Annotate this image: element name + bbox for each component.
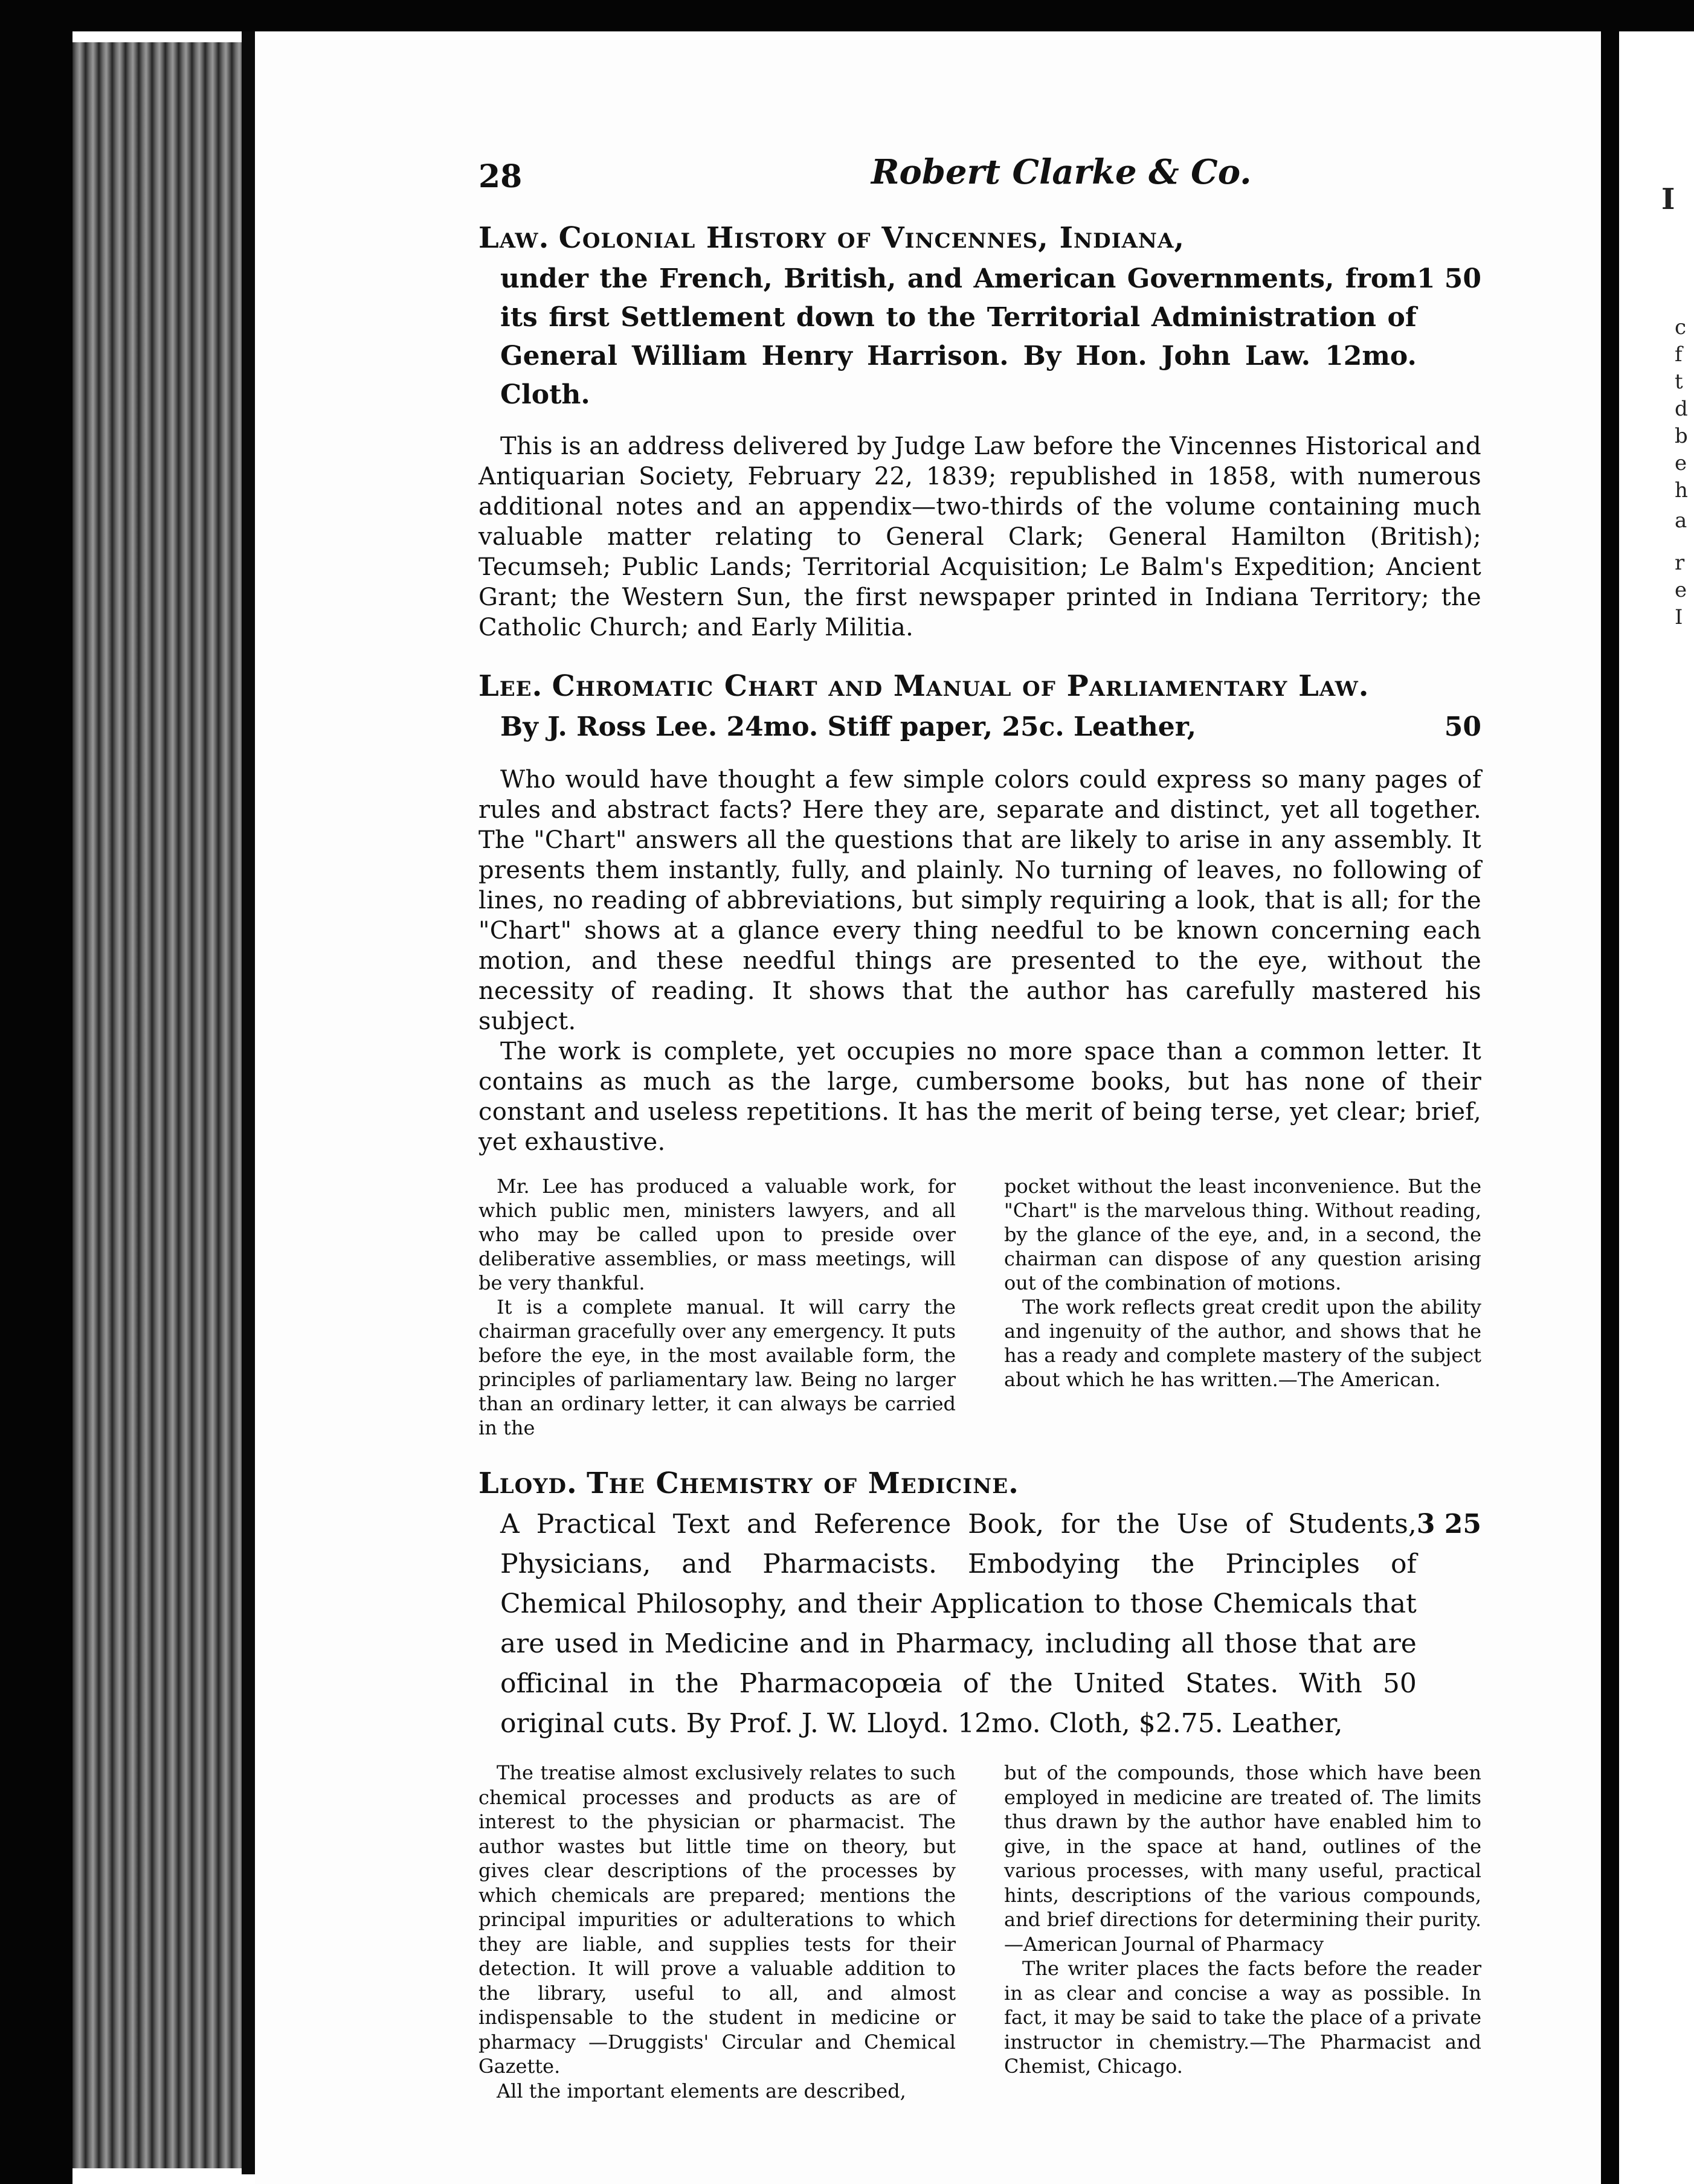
- entry-subtitle-row: [478, 707, 1481, 748]
- entry-author: Lloyd.: [478, 1466, 578, 1500]
- entry-book-title: Chromatic Chart and Manual of Parliamentary Law.: [552, 669, 1370, 703]
- page-number: 28: [478, 158, 523, 195]
- running-header: [478, 134, 1481, 194]
- entry-subtitle-row: [478, 1504, 1481, 1744]
- entry-book-title: Colonial History of Vincennes, Indiana,: [558, 221, 1185, 255]
- review-column-left: [478, 1761, 956, 2103]
- entry-subtitle: under the French, British, and American Governments, from its first Settlement down to the Territorial Administration of General William Henry Harrison. By Hon. John Law. 12mo. Cloth.: [500, 263, 1417, 410]
- review-column-left: [478, 1174, 956, 1440]
- review-columns: [478, 1174, 1481, 1440]
- facing-page-letter: h: [1675, 478, 1688, 503]
- page-stack-edges: [72, 42, 254, 2168]
- review-paragraph: pocket without the least inconvenience. But the "Chart" is the marvelous thing. Without reading, by the glance of the eye, and, in a second, the chairman can dispose of any question arising out of the combination of motions.: [1004, 1175, 1481, 1294]
- facing-page-letter: b: [1675, 424, 1688, 448]
- facing-page-letter: a: [1675, 509, 1687, 533]
- review-paragraph: The writer places the facts before the reader in as clear and concise a way as possible. In fact, it may be said to take the place of a private instructor in chemistry.—The Pharmacist and Chemist, Chicago.: [1004, 1957, 1481, 2078]
- facing-page-letter: t: [1675, 370, 1683, 394]
- description-paragraph: The work is complete, yet occupies no more space than a common letter. It contains as much as the large, cumbersome books, but has none of their constant and useless repetitions. It has the merit of being terse, yet clear; brief, yet exhaustive.: [478, 1038, 1481, 1156]
- facing-page-glyph: I: [1661, 182, 1675, 216]
- book-page: [255, 31, 1601, 2184]
- entry-author: Lee.: [478, 669, 543, 703]
- entry-subtitle-row: [478, 259, 1481, 414]
- entry-book-title: The Chemistry of Medicine.: [587, 1466, 1019, 1500]
- facing-page-letter: e: [1675, 578, 1687, 602]
- review-paragraph: Mr. Lee has produced a valuable work, for which public men, ministers lawyers, and all who may be called upon to preside over deliberative assemblies, or mass meetings, will be very thankful.: [478, 1175, 956, 1294]
- entry-title: [478, 217, 1481, 414]
- review-column-right: [1004, 1761, 1481, 2103]
- review-paragraph: The work reflects great credit upon the ability and ingenuity of the author, and shows that he has a ready and complete mastery of the subject about which he has written.—The American.: [1004, 1296, 1481, 1391]
- review-paragraph: All the important elements are described,: [497, 2079, 906, 2102]
- publisher-running-head: Robert Clarke & Co.: [871, 152, 1252, 192]
- catalog-entry-law: [478, 217, 1481, 643]
- facing-page-letter: I: [1675, 605, 1683, 629]
- facing-page-letter: f: [1675, 342, 1683, 367]
- description-paragraph: Who would have thought a few simple colors could express so many pages of rules and abstract facts? Here they are, separate and distinct, yet all together. The "Chart" answers all the questions that are likely to arise in any assembly. It presents them instantly, fully, and plainly. No turning of leaves, no following of lines, no reading of abbreviations, but simply requiring a look, that is all; for the "Chart" shows at a glance every thing needful to be known concerning each motion, and these needful things are presented to the eye, without the necessity of reading. It shows that the author has carefully mastered his subject.: [478, 766, 1481, 1035]
- entry-description: [478, 431, 1481, 643]
- facing-page-letter: e: [1675, 451, 1687, 475]
- facing-page-letter: c: [1675, 315, 1687, 339]
- scan-right-border: [1601, 0, 1619, 2184]
- entry-price: 3 25: [1416, 1509, 1481, 1540]
- entry-price: 50: [1444, 711, 1481, 742]
- review-paragraph: It is a complete manual. It will carry the chairman gracefully over any emergency. It puts before the eye, in the most available form, the principles of parliamentary law. Being no larger than an ordinary letter, it can always be carried in the: [478, 1296, 956, 1439]
- review-column-right: [1004, 1174, 1481, 1440]
- entry-author: Law.: [478, 221, 550, 255]
- review-paragraph: but of the compounds, those which have been employed in medicine are treated of. The limits thus drawn by the author have enabled him to give, in the space at hand, outlines of the various processes, with many useful, practical hints, descriptions of the various compounds, and brief directions for determining their purity.—American Journal of Pharmacy: [1004, 1761, 1481, 1956]
- catalog-entry-lee: [478, 666, 1481, 1440]
- facing-page-letter: r: [1675, 551, 1685, 575]
- review-paragraph: The treatise almost exclusively relates to such chemical processes and products as are of interest to the physician or pharmacist. The author wastes but little time on theory, but gives clear descriptions of the processes by which chemicals are prepared; mentions the principal impurities or adulterations to which they are liable, and supplies tests for their detection. It will prove a valuable addition to the library, useful to all, and almost indispensable to the student in medicine or pharmacy —Druggists' Circular and Chemical Gazette.: [478, 1761, 956, 2078]
- catalog-entry-lloyd: [478, 1463, 1481, 2103]
- scan-top-border: [0, 0, 1694, 31]
- entry-subtitle: A Practical Text and Reference Book, for the Use of Students, Physicians, and Pharmacists. Embodying the Principles of Chemical Philosophy, and their Application to those Chemicals that are used in Medicine and in Pharmacy, including all those that are officinal in the Pharmacopœia of the United States. With 50 original cuts. By Prof. J. W. Lloyd. 12mo. Cloth, $2.75. Leather,: [500, 1509, 1417, 1739]
- facing-page: [1619, 31, 1694, 2184]
- entry-price: 1 50: [1416, 263, 1481, 294]
- page-gutter-edge: [242, 24, 255, 2174]
- entry-subtitle: By J. Ross Lee. 24mo. Stiff paper, 25c. Leather,: [500, 711, 1197, 742]
- page-content: [478, 134, 1481, 2103]
- facing-page-letter: d: [1675, 397, 1688, 421]
- entry-description: [478, 765, 1481, 1157]
- entry-title: [478, 1463, 1481, 1744]
- description-paragraph: This is an address delivered by Judge Law before the Vincennes Historical and Antiquarian Society, February 22, 1839; republished in 1858, with numerous additional notes and an appendix—two-thirds of the volume containing much valuable matter relating to General Clark; General Hamilton (British); Tecumseh; Public Lands; Territorial Acquisition; Le Balm's Expedition; Ancient Grant; the Western Sun, the first newspaper printed in Indiana Territory; the Catholic Church; and Early Militia.: [478, 432, 1481, 641]
- entry-title: [478, 666, 1481, 748]
- scan-left-border: [0, 0, 72, 2184]
- review-columns: [478, 1761, 1481, 2103]
